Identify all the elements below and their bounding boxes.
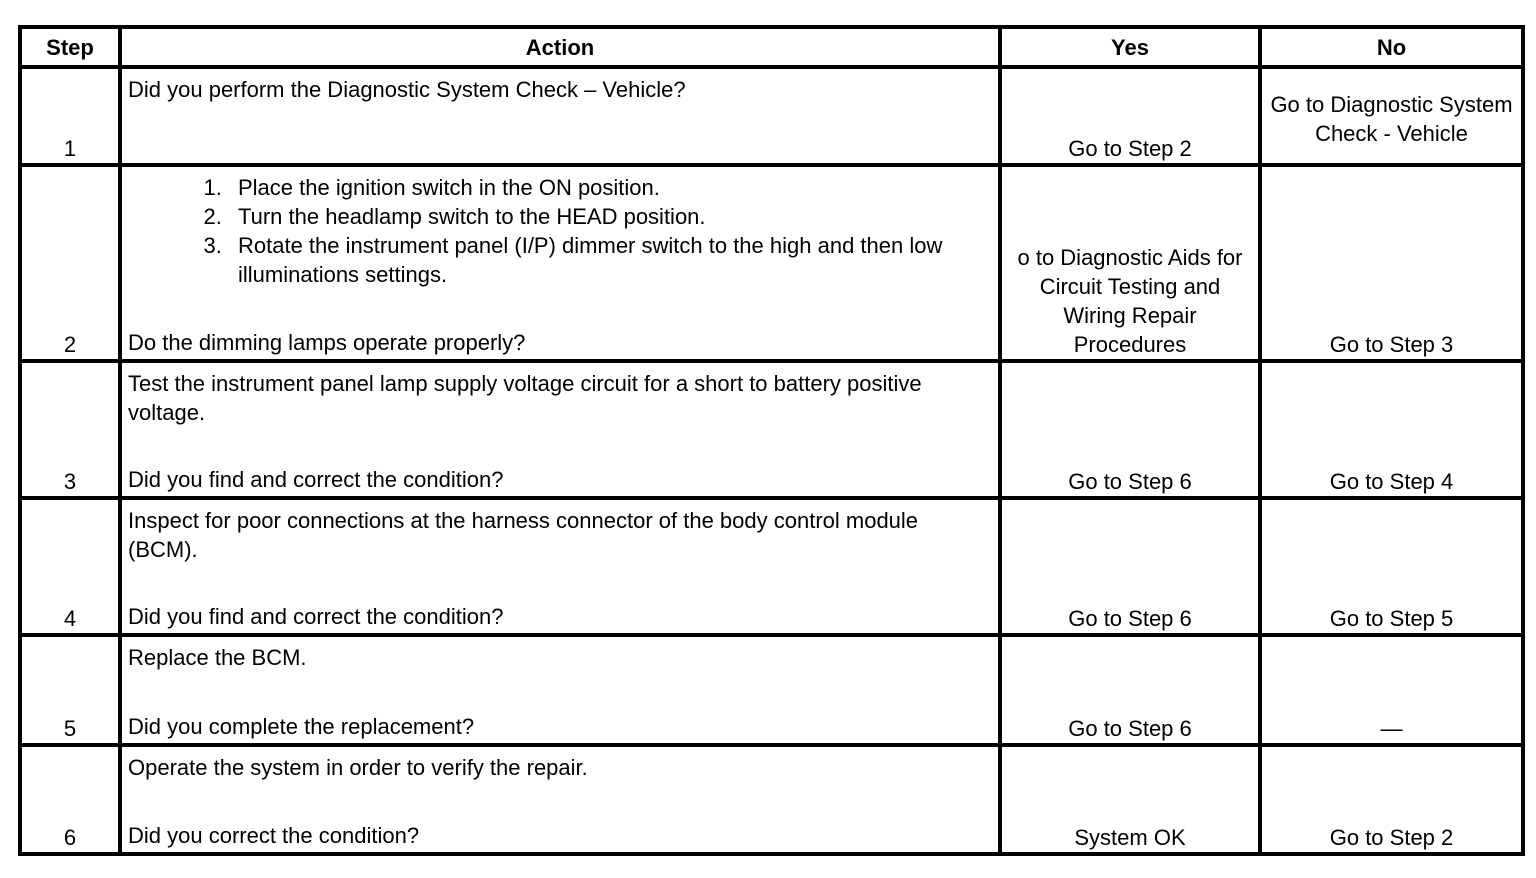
yes-cell: Go to Step 6 (1000, 635, 1260, 745)
action-question: Did you complete the replacement? (128, 714, 475, 739)
header-yes: Yes (1000, 27, 1260, 67)
action-question: Did you find and correct the condition? (128, 467, 504, 492)
action-text: Replace the BCM. (128, 645, 307, 670)
diagnostic-table (18, 25, 1525, 856)
yes-cell: Go to Step 6 (1000, 361, 1260, 498)
no-cell: Go to Step 4 (1260, 361, 1523, 498)
no-cell: Go to Step 3 (1260, 165, 1523, 361)
step-number: 5 (20, 635, 120, 745)
step-number: 6 (20, 745, 120, 854)
no-cell: Go to Step 2 (1260, 745, 1523, 854)
table-row (20, 67, 1523, 165)
step-number: 3 (20, 361, 120, 498)
action-cell (120, 361, 1000, 498)
action-steps-list (128, 173, 992, 289)
table-row (20, 635, 1523, 745)
list-item: 1. Place the ignition switch in the ON position. (228, 173, 992, 202)
step-number: 4 (20, 498, 120, 635)
action-cell (120, 165, 1000, 361)
action-text: Inspect for poor connections at the harness connector of the body control module (BCM). (128, 508, 919, 562)
no-cell: — (1260, 635, 1523, 745)
action-cell (120, 498, 1000, 635)
step-number: 2 (20, 165, 120, 361)
table-row (20, 745, 1523, 854)
yes-cell: o to Diagnostic Aids for Circuit Testing and Wiring Repair Procedures (1000, 165, 1260, 361)
action-cell (120, 745, 1000, 854)
header-step: Step (20, 27, 120, 67)
yes-cell: System OK (1000, 745, 1260, 854)
action-text: Test the instrument panel lamp supply voltage circuit for a short to battery positive voltage. (128, 371, 922, 425)
action-cell (120, 635, 1000, 745)
action-question: Do the dimming lamps operate properly? (128, 330, 526, 355)
action-cell (120, 67, 1000, 165)
yes-cell: Go to Step 6 (1000, 498, 1260, 635)
list-item: 3. Rotate the instrument panel (I/P) dimmer switch to the high and then low illuminations settings. (228, 231, 992, 289)
header-action: Action (120, 27, 1000, 67)
action-text: Did you perform the Diagnostic System Check – Vehicle? (128, 77, 686, 102)
no-cell: Go to Diagnostic System Check - Vehicle (1260, 67, 1523, 165)
action-question: Did you correct the condition? (128, 823, 420, 848)
header-row (20, 27, 1523, 67)
table-row (20, 498, 1523, 635)
header-no: No (1260, 27, 1523, 67)
list-item: 2. Turn the headlamp switch to the HEAD position. (228, 202, 992, 231)
action-text: Operate the system in order to verify the repair. (128, 755, 588, 780)
table-row (20, 165, 1523, 361)
no-cell: Go to Step 5 (1260, 498, 1523, 635)
table-row (20, 361, 1523, 498)
action-question: Did you find and correct the condition? (128, 604, 504, 629)
yes-cell: Go to Step 2 (1000, 67, 1260, 165)
step-number: 1 (20, 67, 120, 165)
